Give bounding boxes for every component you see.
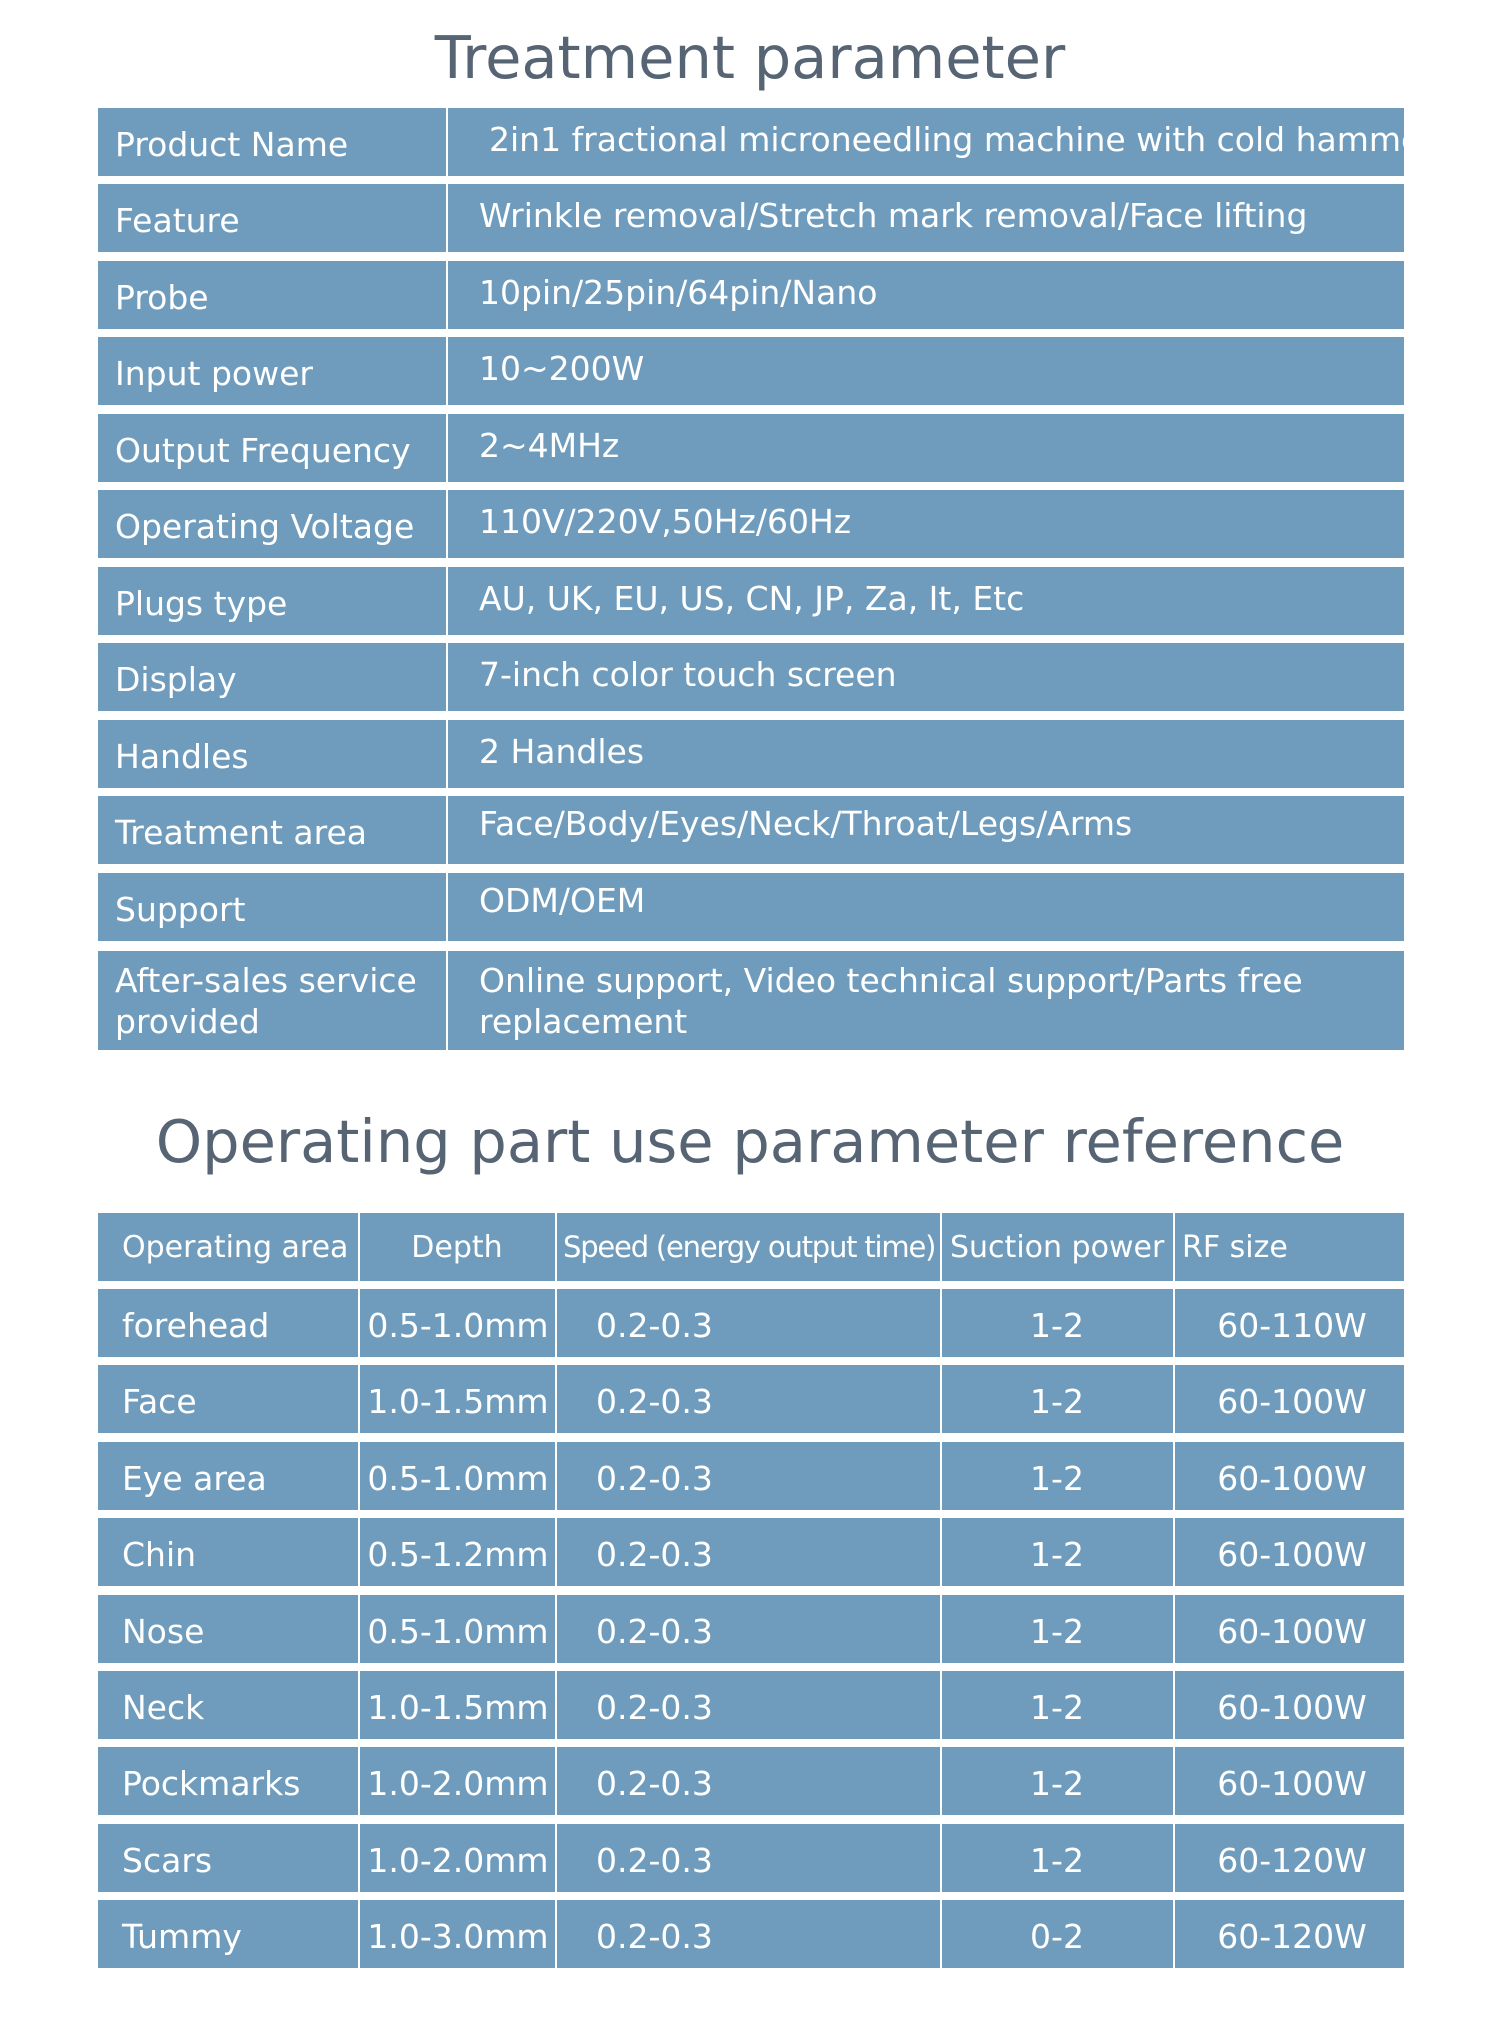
cell-depth: 1.0-2.0mm <box>367 1841 549 1880</box>
cell-operating-area: Chin <box>122 1535 197 1574</box>
table-row <box>98 567 1404 635</box>
row-label: Treatment area <box>115 813 367 852</box>
column-divider <box>1173 1518 1175 1586</box>
row-value: 10~200W <box>479 349 645 388</box>
cell-suction-power: 1-2 <box>1030 1764 1084 1803</box>
row-label: Input power <box>115 354 313 393</box>
cell-suction-power: 1-2 <box>1030 1841 1084 1880</box>
row-value: Wrinkle removal/Stretch mark removal/Face lifting <box>479 196 1308 235</box>
row-value-line: Online support, Video technical support/Parts free <box>479 961 1303 1000</box>
row-label: Product Name <box>115 125 349 164</box>
cell-operating-area: Pockmarks <box>122 1764 301 1803</box>
table-row <box>98 1824 1404 1892</box>
cell-speed: 0.2-0.3 <box>596 1459 713 1498</box>
cell-suction-power: 1-2 <box>1030 1535 1084 1574</box>
column-divider <box>446 873 448 941</box>
cell-depth: 0.5-1.0mm <box>367 1306 549 1345</box>
row-value: 2~4MHz <box>479 426 620 465</box>
cell-speed: 0.2-0.3 <box>596 1535 713 1574</box>
cell-speed: 0.2-0.3 <box>596 1841 713 1880</box>
column-divider <box>555 1213 557 1281</box>
column-divider <box>555 1671 557 1739</box>
cell-speed: 0.2-0.3 <box>596 1382 713 1421</box>
header-operating-area: Operating area <box>122 1230 349 1265</box>
column-divider <box>1173 1824 1175 1892</box>
cell-suction-power: 1-2 <box>1030 1382 1084 1421</box>
table-row <box>98 796 1404 864</box>
column-divider <box>446 796 448 864</box>
cell-rf-size: 60-100W <box>1217 1688 1367 1727</box>
table-row <box>98 1365 1404 1433</box>
cell-rf-size: 60-120W <box>1217 1841 1367 1880</box>
cell-speed: 0.2-0.3 <box>596 1917 713 1956</box>
row-label: Feature <box>115 201 240 240</box>
row-value: ODM/OEM <box>479 881 646 920</box>
row-label-line: provided <box>115 1002 260 1041</box>
cell-depth: 1.0-3.0mm <box>367 1917 549 1956</box>
row-value: 2in1 fractional microneedling machine with cold hammer <box>489 120 1435 159</box>
row-value: 7-inch color touch screen <box>479 655 897 694</box>
column-divider <box>446 567 448 635</box>
cell-depth: 0.5-1.0mm <box>367 1612 549 1651</box>
column-divider <box>446 951 448 1050</box>
treatment-parameter-table <box>98 108 1435 1050</box>
row-value <box>479 960 1303 1059</box>
column-divider <box>1173 1365 1175 1433</box>
table-header-row <box>98 1213 1404 1281</box>
cell-operating-area: Eye area <box>122 1459 267 1498</box>
column-divider <box>555 1824 557 1892</box>
table-row <box>98 261 1404 329</box>
table-row <box>98 1289 1404 1357</box>
row-value: 2 Handles <box>479 732 645 771</box>
table-row <box>98 1747 1404 1815</box>
column-divider <box>446 720 448 788</box>
cell-depth: 1.0-1.5mm <box>367 1688 549 1727</box>
column-divider <box>1173 1747 1175 1815</box>
row-value: 10pin/25pin/64pin/Nano <box>479 273 878 312</box>
cell-rf-size: 60-100W <box>1217 1459 1367 1498</box>
treatment-parameter-title: Treatment parameter <box>434 23 1066 92</box>
table-row <box>98 337 1404 405</box>
column-divider <box>555 1747 557 1815</box>
table-row <box>98 951 1404 1050</box>
column-divider <box>555 1289 557 1357</box>
table-row <box>98 1595 1404 1663</box>
cell-operating-area: Neck <box>122 1688 205 1727</box>
column-divider <box>555 1365 557 1433</box>
row-label: Plugs type <box>115 584 288 623</box>
cell-speed: 0.2-0.3 <box>596 1764 713 1803</box>
row-label: Support <box>115 890 246 929</box>
row-label: Probe <box>115 278 209 317</box>
table-row <box>98 490 1404 558</box>
cell-operating-area: Scars <box>122 1841 213 1880</box>
column-divider <box>446 337 448 405</box>
cell-depth: 0.5-1.0mm <box>367 1459 549 1498</box>
cell-rf-size: 60-120W <box>1217 1917 1367 1956</box>
cell-suction-power: 1-2 <box>1030 1306 1084 1345</box>
table-row <box>98 1900 1404 1968</box>
table-row <box>98 184 1404 252</box>
cell-suction-power: 1-2 <box>1030 1459 1084 1498</box>
operating-reference-table <box>98 1213 1404 1976</box>
cell-speed: 0.2-0.3 <box>596 1688 713 1727</box>
table-row <box>98 414 1404 482</box>
row-label: Display <box>115 660 237 699</box>
column-divider <box>1173 1213 1175 1281</box>
cell-suction-power: 0-2 <box>1030 1917 1084 1956</box>
cell-suction-power: 1-2 <box>1030 1688 1084 1727</box>
column-divider <box>555 1595 557 1663</box>
table-row <box>98 643 1404 711</box>
cell-rf-size: 60-100W <box>1217 1764 1367 1803</box>
row-label: Operating Voltage <box>115 507 415 546</box>
column-divider <box>1173 1289 1175 1357</box>
row-label: Handles <box>115 737 249 776</box>
column-divider <box>446 108 448 176</box>
table-row <box>98 108 1435 176</box>
column-divider <box>446 643 448 711</box>
row-label-line: After-sales service <box>115 961 417 1000</box>
column-divider <box>446 261 448 329</box>
column-divider <box>555 1518 557 1586</box>
header-depth: Depth <box>411 1230 503 1265</box>
header-rf-size: RF size <box>1182 1230 1288 1265</box>
cell-speed: 0.2-0.3 <box>596 1306 713 1345</box>
column-divider <box>1173 1900 1175 1968</box>
column-divider <box>555 1900 557 1968</box>
cell-depth: 1.0-2.0mm <box>367 1764 549 1803</box>
cell-operating-area: Face <box>122 1382 197 1421</box>
cell-rf-size: 60-110W <box>1217 1306 1367 1345</box>
cell-suction-power: 1-2 <box>1030 1612 1084 1651</box>
row-label: Output Frequency <box>115 431 411 470</box>
column-divider <box>446 414 448 482</box>
header-speed: Speed (energy output time) <box>563 1230 936 1264</box>
table-row <box>98 720 1404 788</box>
column-divider <box>1173 1442 1175 1510</box>
table-row <box>98 1671 1404 1739</box>
operating-reference-title: Operating part use parameter reference <box>155 1107 1345 1176</box>
column-divider <box>446 490 448 558</box>
cell-depth: 0.5-1.2mm <box>367 1535 549 1574</box>
cell-operating-area: forehead <box>122 1306 270 1345</box>
row-value-line: replacement <box>479 1002 688 1041</box>
cell-rf-size: 60-100W <box>1217 1612 1367 1651</box>
row-label <box>115 960 417 1059</box>
cell-operating-area: Nose <box>122 1612 205 1651</box>
column-divider <box>1173 1595 1175 1663</box>
column-divider <box>940 1213 942 1281</box>
cell-speed: 0.2-0.3 <box>596 1612 713 1651</box>
table-row <box>98 1442 1404 1510</box>
table-row <box>98 1518 1404 1586</box>
cell-rf-size: 60-100W <box>1217 1382 1367 1421</box>
row-value: AU, UK, EU, US, CN, JP, Za, It, Etc <box>479 579 1025 618</box>
table-row <box>98 873 1404 941</box>
column-divider <box>446 184 448 252</box>
row-value: Face/Body/Eyes/Neck/Throat/Legs/Arms <box>479 804 1133 843</box>
header-suction-power: Suction power <box>950 1230 1165 1265</box>
cell-depth: 1.0-1.5mm <box>367 1382 549 1421</box>
cell-operating-area: Tummy <box>122 1917 242 1956</box>
cell-rf-size: 60-100W <box>1217 1535 1367 1574</box>
row-value: 110V/220V,50Hz/60Hz <box>479 502 852 541</box>
column-divider <box>1173 1671 1175 1739</box>
column-divider <box>555 1442 557 1510</box>
